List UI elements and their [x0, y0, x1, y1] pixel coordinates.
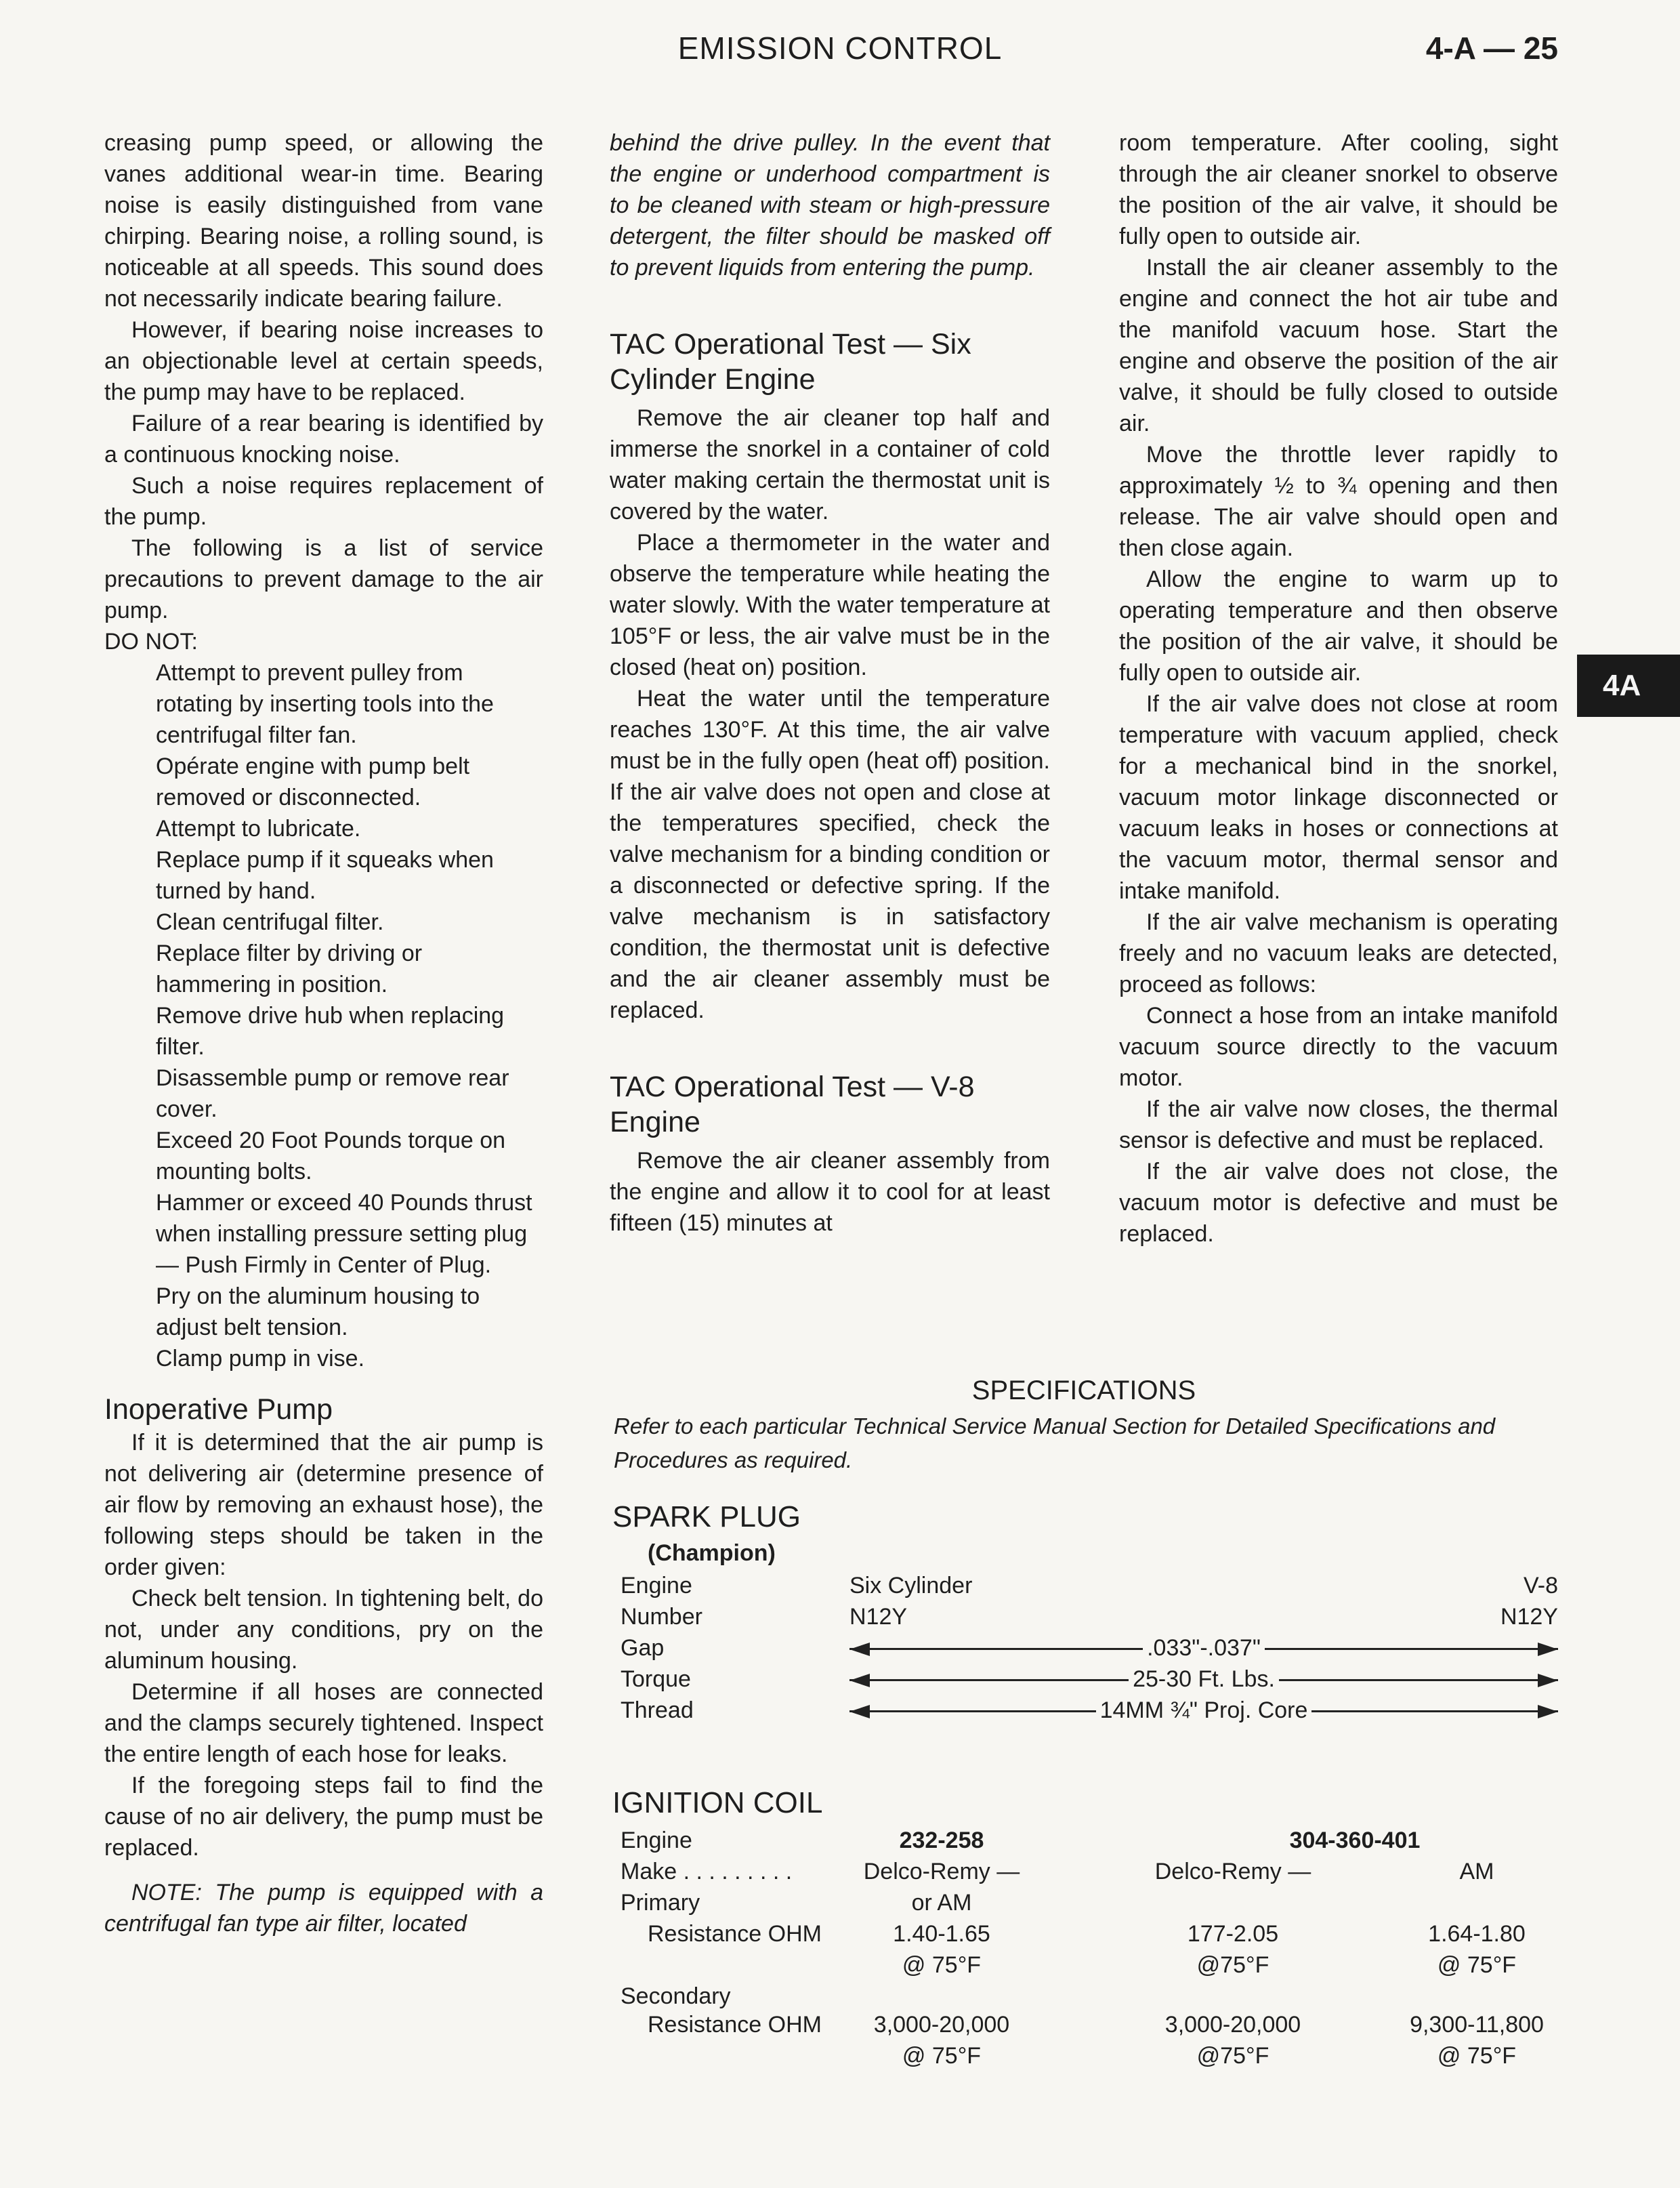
paragraph: Remove the air cleaner assembly from the engine and allow it to cool for at least fifteen (15) minutes at — [610, 1148, 1050, 1236]
list-item: Pry on the aluminum housing to adjust belt tension. — [156, 1283, 480, 1340]
list-item: Hammer or exceed 40 Pounds thrust when installing pressure setting plug — Push Firmly in Center of Plug. — [156, 1190, 532, 1278]
paragraph: Heat the water until the temperature reaches 130°F. At this time, the air valve must be in the fully open (heat off) position. If the air valve does not open and close at the temperatures specified, check the valve mechanism for a binding condition or a disconnected or defective spring. If the valve mechanism is in satisfactory condition, the thermostat unit is defective and the air cleaner assembly must be replaced. — [610, 686, 1050, 1023]
spark-number-label: Number — [621, 1604, 702, 1630]
coil-engine-b: 304-360-401 — [1289, 1828, 1421, 1853]
coil-secondary-b-temp: @75°F — [1196, 2043, 1269, 2069]
spark-plug-heading: SPARK PLUG — [612, 1500, 801, 1533]
paragraph: Remove the air cleaner top half and immerse the snorkel in a container of cold water making certain the thermostat unit is covered by the water. — [610, 405, 1050, 524]
coil-make-c: AM — [1459, 1859, 1494, 1884]
coil-secondary-label: Secondary — [621, 1983, 731, 2009]
paragraph: If the foregoing steps fail to find the cause of no air delivery, the pump must be replaced. — [104, 1773, 543, 1861]
paragraph: Connect a hose from an intake manifold vacuum source directly to the vacuum motor. — [1119, 1003, 1558, 1091]
section-tab: 4A — [1577, 655, 1680, 717]
list-item: Attempt to prevent pulley from rotating by inserting tools into the centrifugal filter fan. — [156, 660, 494, 748]
list-item: Clean centrifugal filter. — [156, 909, 384, 935]
paragraph: Allow the engine to warm up to operating temperature and then observe the position of the air valve, it should be fully open to outside air. — [1119, 566, 1558, 686]
coil-secondary-a: 3,000-20,000 — [873, 2012, 1010, 2038]
coil-primary-c: 1.64-1.80 — [1428, 1921, 1526, 1947]
page-header-title: EMISSION CONTROL — [677, 30, 1003, 66]
section-heading: Inoperative Pump — [104, 1393, 333, 1426]
specifications-title: SPECIFICATIONS — [971, 1376, 1196, 1405]
list-item: Clamp pump in vise. — [156, 1346, 365, 1371]
coil-primary-b-temp: @75°F — [1196, 1952, 1269, 1978]
spark-engine-six: Six Cylinder — [849, 1573, 973, 1598]
paragraph: If the air valve mechanism is operating freely and no vacuum leaks are detected, proceed as follows: — [1119, 909, 1558, 997]
list-item: Exceed 20 Foot Pounds torque on mounting bolts. — [156, 1128, 506, 1184]
paragraph: If the air valve does not close, the vacuum motor is defective and must be replaced. — [1119, 1159, 1558, 1247]
paragraph: Move the throttle lever rapidly to approximately ½ to ¾ opening and then release. The air valve should open and then close again. — [1119, 442, 1558, 561]
spark-number-six: N12Y — [849, 1604, 908, 1630]
coil-make-label: Make . . . . . . . . . — [621, 1859, 793, 1884]
paragraph: If it is determined that the air pump is not delivering air (determine presence of air flow by removing an exhaust hose), the following steps should be taken in the order given: — [104, 1430, 543, 1580]
list-item: Replace pump if it squeaks when turned by hand. — [156, 847, 494, 904]
section-heading: TAC Operational Test — Six Cylinder Engine — [610, 328, 971, 396]
spark-gap-label: Gap — [621, 1635, 665, 1661]
paragraph: If the air valve does not close at room temperature with vacuum applied, check for a mechanical bind in the snorkel, vacuum motor linkage disconnected or vacuum leaks in hoses or connections at the vacuum motor, thermal sensor and intake manifold. — [1119, 691, 1558, 904]
spark-gap-value: .033"-.037" — [1143, 1635, 1265, 1661]
coil-primary-resistance-label: Resistance OHM — [648, 1921, 822, 1947]
list-item: Attempt to lubricate. — [156, 816, 361, 842]
spark-torque-label: Torque — [621, 1666, 691, 1692]
list-item: Opérate engine with pump belt removed or disconnected. — [156, 754, 470, 810]
spark-number-v8: N12Y — [1500, 1604, 1558, 1630]
column-middle — [610, 127, 1050, 1239]
coil-make-a2: or AM — [911, 1890, 972, 1916]
spark-torque-arrow — [849, 1664, 1558, 1694]
spark-plug-subheading: (Champion) — [648, 1540, 776, 1566]
paragraph: The following is a list of service precautions to prevent damage to the air pump. — [104, 535, 543, 623]
spark-thread-value: 14MM ¾" Proj. Core — [1096, 1697, 1312, 1723]
page-number: 4-A — 25 — [1425, 30, 1558, 66]
coil-secondary-b: 3,000-20,000 — [1164, 2012, 1301, 2038]
coil-primary-b: 177-2.05 — [1187, 1921, 1279, 1947]
paragraph: creasing pump speed, or allowing the vanes additional wear-in time. Bearing noise is easily distinguished from vane chirping. Bearing noise, a rolling sound, is noticeable at all speeds. This sound does not necessarily indicate bearing failure. — [104, 130, 543, 312]
list-item: Remove drive hub when replacing filter. — [156, 1003, 505, 1060]
paragraph: However, if bearing noise increases to an objectionable level at certain speeds, the pump may have to be replaced. — [104, 317, 543, 405]
coil-primary-label: Primary — [621, 1890, 700, 1916]
spark-gap-arrow — [849, 1633, 1558, 1663]
paragraph: behind the drive pulley. In the event that the engine or underhood compartment is to be cleaned with steam or high-pressure detergent, the filter should be masked off to prevent liquids from entering the pump. — [610, 130, 1050, 281]
specifications-note: Refer to each particular Technical Service Manual Section for Detailed Specifications and Procedures as required. — [614, 1413, 1496, 1472]
note: NOTE: The pump is equipped with a centrifugal fan type air filter, located — [104, 1880, 543, 1937]
paragraph: Such a noise requires replacement of the pump. — [104, 473, 543, 530]
paragraph: Install the air cleaner assembly to the engine and connect the hot air tube and the manifold vacuum hose. Start the engine and observe the position of the air valve, it should be fully closed to outside air. — [1119, 255, 1558, 436]
spark-thread-arrow — [849, 1695, 1558, 1725]
spark-engine-v8: V-8 — [1523, 1573, 1558, 1598]
paragraph: Determine if all hoses are connected and the clamps securely tightened. Inspect the entire length of each hose for leaks. — [104, 1679, 543, 1767]
column-left — [104, 127, 543, 1939]
do-not-label: DO NOT: — [104, 629, 198, 655]
column-right — [1119, 127, 1558, 1250]
coil-primary-a: 1.40-1.65 — [893, 1921, 990, 1947]
paragraph: Failure of a rear bearing is identified by a continuous knocking noise. — [104, 411, 543, 468]
coil-engine-a: 232-258 — [899, 1828, 984, 1853]
coil-secondary-resistance-label: Resistance OHM — [648, 2012, 822, 2038]
coil-primary-a-temp: @ 75°F — [902, 1952, 982, 1978]
paragraph: Place a thermometer in the water and observe the temperature while heating the water slowly. With the water temperature at 105°F or less, the air valve must be in the closed (heat on) position. — [610, 530, 1050, 680]
coil-make-b: Delco-Remy — — [1154, 1859, 1311, 1884]
paragraph: If the air valve now closes, the thermal sensor is defective and must be replaced. — [1119, 1096, 1558, 1153]
coil-make-a: Delco-Remy — — [863, 1859, 1020, 1884]
coil-secondary-a-temp: @ 75°F — [902, 2043, 982, 2069]
section-heading: TAC Operational Test — V-8 Engine — [610, 1071, 975, 1138]
coil-secondary-c-temp: @ 75°F — [1437, 2043, 1517, 2069]
coil-engine-label: Engine — [621, 1828, 692, 1853]
spark-thread-label: Thread — [621, 1697, 694, 1723]
paragraph: Check belt tension. In tightening belt, do not, under any conditions, pry on the aluminum housing. — [104, 1586, 543, 1674]
ignition-coil-heading: IGNITION COIL — [612, 1786, 823, 1819]
coil-primary-c-temp: @ 75°F — [1437, 1952, 1517, 1978]
spark-torque-value: 25-30 Ft. Lbs. — [1129, 1666, 1279, 1692]
list-item: Replace filter by driving or hammering in position. — [156, 941, 423, 997]
coil-secondary-c: 9,300-11,800 — [1410, 2012, 1544, 2038]
list-item: Disassemble pump or remove rear cover. — [156, 1065, 509, 1122]
paragraph: room temperature. After cooling, sight through the air cleaner snorkel to observe the position of the air valve, it should be fully open to outside air. — [1119, 130, 1558, 249]
spark-engine-label: Engine — [621, 1573, 692, 1598]
